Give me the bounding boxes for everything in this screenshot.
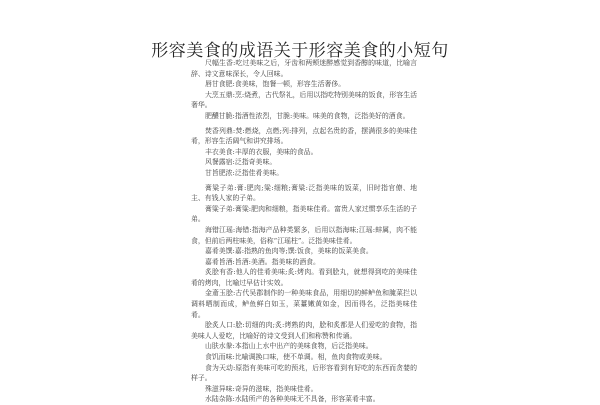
paragraph: 甘旨肥浓:泛指佳肴美味。 [205, 168, 284, 177]
paragraph: 嘉肴美馔:嘉:指熟的鱼肉等;馔:饭食，美味的饭菜美食。 [205, 247, 373, 256]
paragraph: 金齑玉脍:古代吴郡制作的一种美味食品，用细切的鲜鲈鱼和腌菜拦以调料晒制而成，鲈鱼鲜白如玉，菜薹嫩黄如金，因而得名，泛指美味佳肴。 [191, 289, 417, 319]
paragraph: 水陆杂陈:水陆所产的各种美味无不具备，形容菜肴丰富。 [205, 395, 380, 404]
paragraph: 脍炙人口:脍:切细的肉;炙:烤熟的肉，脍和炙都是人们爱吃的食物，指美味人人爱吃，比喻好的诗文受到人们和称赞和传诵。 [191, 321, 417, 340]
paragraph: 海错江瑶:海错:指海产品种类繁多，后用以指海味;江瑶:蚌属，肉不能食，但前后两柱味美，俗称“江瑶柱”。泛指美味佳肴。 [191, 225, 417, 245]
document-body [191, 58, 417, 405]
paragraph: 大烹五鼎:烹:烧煮，古代祭礼，后用以指吃特别美味的饭食，形容生活奢华。 [191, 90, 417, 110]
paragraph: 嘉肴旨酒:旨酒:美酒。指美味的酒食。 [205, 257, 320, 266]
paragraph: 膏粱子弟:膏粱:肥肉和细粮，指美味佳肴。富贵人家过惯享乐生活的子弟。 [191, 204, 417, 224]
paragraph: 炙脍有香:他人的佳肴美味;炙:烤肉。看到脍丸，就想得到吃的美味佳肴的烤肉，比喻过早估计实效。 [191, 268, 417, 287]
paragraph: 肥醲甘脆:指酒性浓烈，甘脆:美味。味美的食物，泛指美好的酒食。 [205, 111, 410, 120]
paragraph: 焚香列鼎:焚:燃烧，点燃;列:排列，点起名贵的香，摆满很多的美味佳肴，形容生活阔气和讲究排场。 [191, 126, 417, 146]
paragraph: 风餐露宿:泛指奇美味。 [205, 158, 277, 167]
paragraph: 膏粱子弟:膏:肥肉;粱:细粮;膏粱:泛指美味的饭菜，旧时指官僚、地主、有钱人家的子弟。 [191, 183, 417, 203]
paragraph: 食为天动:原指有美味可吃的预兆，后形容看到有好吃的东西而贪婪的样子。 [191, 363, 417, 383]
paragraph: 殊滋异味:奇异的滋味，指美味佳肴。 [205, 384, 318, 393]
document-title: 形容美食的成语关于形容美食的小短句 [151, 41, 449, 61]
paragraph: 食饥而味:比喻调换口味，使不单调。相，鱼肉食物或美味。 [205, 353, 387, 362]
paragraph: 山肤水豢:本指山上水中出产的美味食物，后泛指美味。 [205, 342, 373, 351]
paragraph: 丰衣美食:丰厚的衣服，美味的食品。 [205, 147, 318, 156]
paragraph: 尺幅生香:吃过美味之后，牙齿和两颊迷醉感觉到香醇的味道，比喻言辞、诗文意味深长，令人回味。 [191, 59, 417, 78]
paragraph: 唇甘食肥:食美味，饱餐一顿，形容生活奢侈。 [205, 80, 346, 89]
